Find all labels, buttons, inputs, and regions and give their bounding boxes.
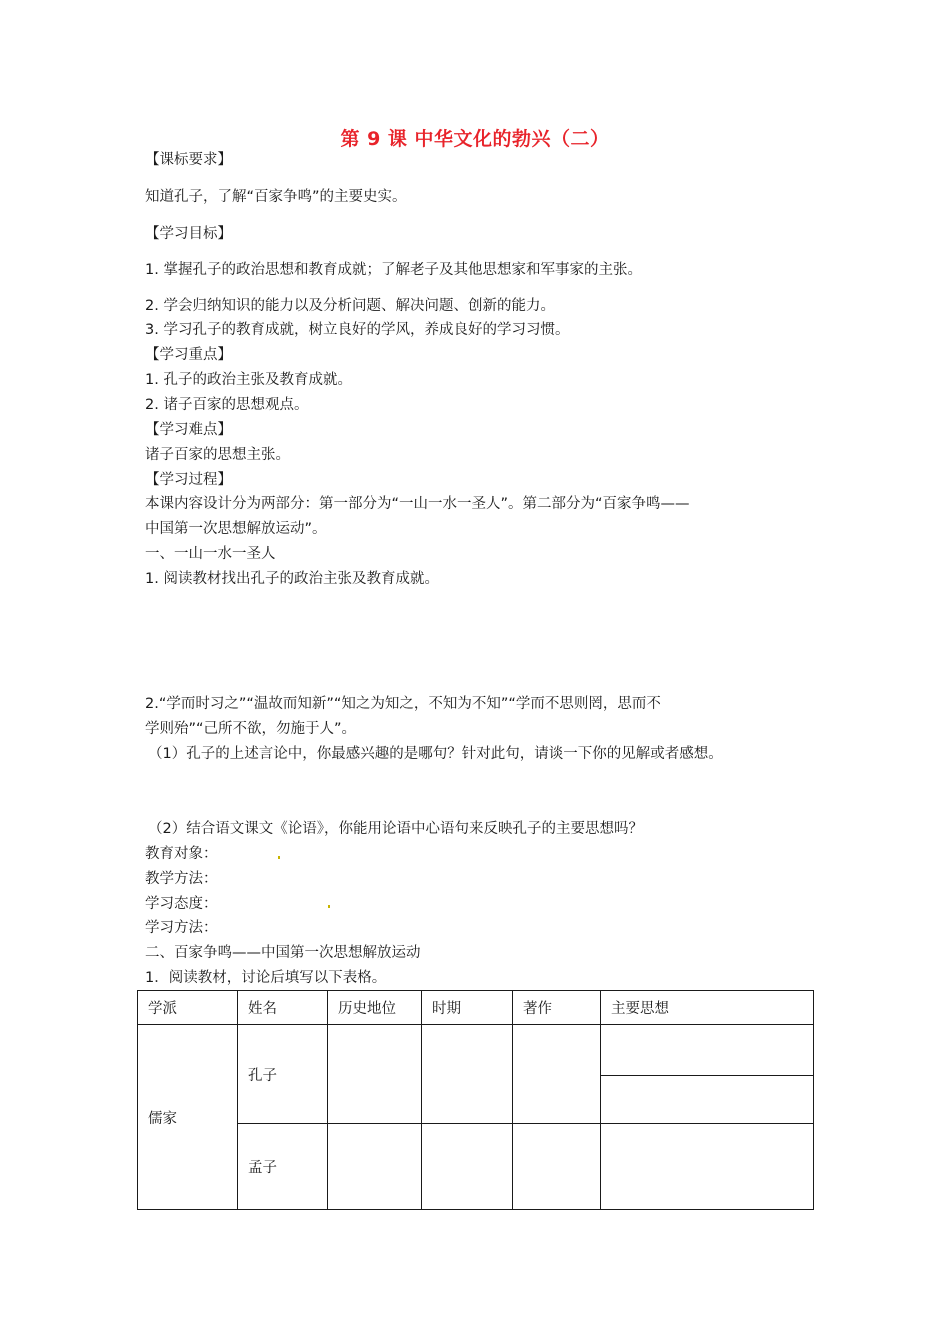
mubiao-item-3: 3. 学习孔子的教育成就，树立良好的学风，养成良好的学习习惯。	[145, 322, 570, 338]
header-lishi-diwei: 历史地位	[328, 991, 422, 1025]
header-shiqi: 时期	[422, 991, 513, 1025]
question-2-sub-1: （1）孔子的上述言论中，你最感兴趣的是哪句？针对此句，请谈一下你的见解或者感想。	[148, 746, 723, 762]
heading-zhongdian: 【学习重点】	[145, 347, 232, 363]
blank-cell[interactable]	[328, 1025, 422, 1124]
part2-heading: 二、百家争鸣——中国第一次思想解放运动	[145, 945, 421, 961]
question-2-line-1: 2.“学而时习之”“温故而知新”“知之为知之，不知为不知”“学而不思则罔，思而不	[145, 696, 661, 712]
header-zhuzuo: 著作	[513, 991, 601, 1025]
guocheng-text-1: 本课内容设计分为两部分：第一部分为“一山一水一圣人”。第二部分为“百家争鸣——	[145, 496, 690, 512]
question-3: 1．阅读教材，讨论后填写以下表格。	[145, 970, 387, 986]
blank-cell[interactable]	[513, 1124, 601, 1210]
mubiao-item-2: 2. 学会归纳知识的能力以及分析问题、解决问题、创新的能力。	[145, 298, 555, 314]
blank-cell[interactable]	[422, 1025, 513, 1124]
blank-cell[interactable]	[422, 1124, 513, 1210]
heading-guocheng: 【学习过程】	[145, 472, 232, 488]
nandian-text: 诸子百家的思想主张。	[145, 447, 290, 463]
schools-table	[137, 990, 814, 1210]
field-jiaoxue-fangfa: 教学方法：	[145, 871, 218, 887]
question-2-line-2: 学则殆”“己所不欲，勿施于人”。	[145, 721, 357, 737]
blank-cell[interactable]	[513, 1025, 601, 1124]
name-cell-mengzi: 孟子	[238, 1124, 328, 1210]
field-xuexi-fangfa: 学习方法：	[145, 920, 218, 936]
blank-cell[interactable]	[601, 1025, 814, 1076]
blank-cell[interactable]	[601, 1076, 814, 1124]
name-cell-kongzi: 孔子	[238, 1025, 328, 1124]
heading-mubiao: 【学习目标】	[145, 226, 232, 242]
part1-heading: 一、一山一水一圣人	[145, 546, 276, 562]
heading-nandian: 【学习难点】	[145, 422, 232, 438]
guocheng-text-2: 中国第一次思想解放运动”。	[145, 521, 327, 537]
speck-mark	[328, 905, 330, 908]
school-cell-rujia: 儒家	[138, 1025, 238, 1210]
mubiao-item-1: 1. 掌握孔子的政治思想和教育成就；了解老子及其他思想家和军事家的主张。	[145, 262, 642, 278]
blank-cell[interactable]	[328, 1124, 422, 1210]
zhongdian-item-2: 2. 诸子百家的思想观点。	[145, 397, 309, 413]
blank-cell[interactable]	[601, 1124, 814, 1210]
question-2-sub-2: （2）结合语文课文《论语》，你能用论语中心语句来反映孔子的主要思想吗？	[148, 821, 643, 837]
zhongdian-item-1: 1. 孔子的政治主张及教育成就。	[145, 372, 352, 388]
header-xingming: 姓名	[238, 991, 328, 1025]
header-xuepai: 学派	[138, 991, 238, 1025]
kebiao-text: 知道孔子，了解“百家争鸣”的主要史实。	[145, 189, 407, 205]
speck-mark	[278, 856, 280, 859]
question-1: 1. 阅读教材找出孔子的政治主张及教育成就。	[145, 571, 439, 587]
field-jiaoyu-duixiang: 教育对象：	[145, 846, 218, 862]
field-xuexi-taidu: 学习态度：	[145, 896, 218, 912]
heading-kebiao: 【课标要求】	[145, 152, 232, 168]
page-title: 第 9 课 中华文化的勃兴（二）	[340, 128, 610, 150]
header-zhuyao-sixiang: 主要思想	[601, 991, 814, 1025]
